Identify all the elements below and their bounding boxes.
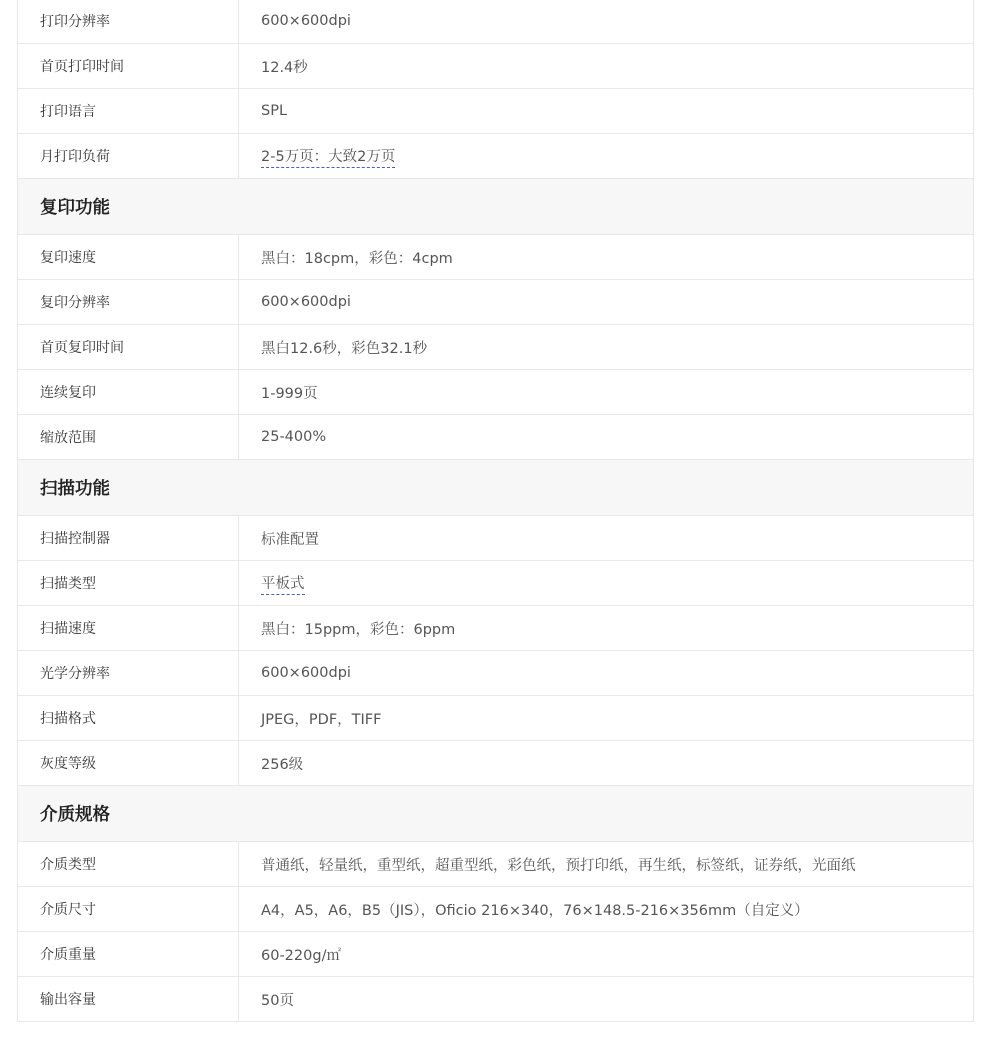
section-header-scan: 扫描功能 bbox=[18, 459, 973, 515]
spec-value: 60-220g/㎡ bbox=[261, 947, 341, 964]
spec-row-first-print-time bbox=[18, 43, 973, 88]
spec-value: A4，A5，A6，B5（JIS），Oficio 216×340，76×148.5-216×356mm（自定义） bbox=[261, 902, 809, 919]
spec-label: 打印分辨率 bbox=[18, 0, 239, 43]
spec-value: 黑白12.6秒，彩色32.1秒 bbox=[261, 340, 428, 357]
spec-label: 月打印负荷 bbox=[18, 134, 239, 178]
spec-label: 首页复印时间 bbox=[18, 325, 239, 369]
spec-label: 缩放范围 bbox=[18, 415, 239, 459]
spec-value: 256级 bbox=[261, 756, 304, 773]
spec-row-media-weight bbox=[18, 931, 973, 976]
spec-value: 黑白：18cpm，彩色：4cpm bbox=[261, 250, 453, 267]
spec-row-optical-resolution bbox=[18, 650, 973, 695]
spec-label: 扫描格式 bbox=[18, 696, 239, 740]
spec-row-print-resolution bbox=[18, 0, 973, 43]
spec-value: SPL bbox=[261, 103, 288, 119]
spec-label: 介质尺寸 bbox=[18, 887, 239, 931]
spec-row-print-language bbox=[18, 88, 973, 133]
spec-label: 复印分辨率 bbox=[18, 280, 239, 324]
spec-value: 12.4秒 bbox=[261, 59, 308, 76]
spec-row-scan-type bbox=[18, 560, 973, 605]
spec-value: 50页 bbox=[261, 992, 294, 1009]
spec-value-cell bbox=[239, 561, 973, 605]
spec-row-media-type bbox=[18, 841, 973, 886]
table-bottom-border bbox=[18, 1021, 973, 1022]
spec-row-output-capacity bbox=[18, 976, 973, 1021]
section-header-copy: 复印功能 bbox=[18, 178, 973, 234]
spec-row-media-size bbox=[18, 886, 973, 931]
spec-row-grayscale bbox=[18, 740, 973, 785]
spec-value: JPEG，PDF，TIFF bbox=[261, 711, 382, 728]
scan-type-link[interactable]: 平板式 bbox=[261, 572, 305, 595]
spec-row-first-copy-time bbox=[18, 324, 973, 369]
spec-row-monthly-duty bbox=[18, 133, 973, 178]
spec-row-zoom-range bbox=[18, 414, 973, 459]
spec-value: 普通纸，轻量纸，重型纸，超重型纸，彩色纸，预打印纸，再生纸，标签纸，证券纸，光面纸 bbox=[261, 857, 856, 874]
spec-value: 600×600dpi bbox=[261, 13, 351, 29]
spec-label: 复印速度 bbox=[18, 235, 239, 279]
spec-value: 1-999页 bbox=[261, 385, 318, 402]
spec-label: 连续复印 bbox=[18, 370, 239, 414]
section-header-media: 介质规格 bbox=[18, 785, 973, 841]
spec-label: 输出容量 bbox=[18, 977, 239, 1021]
spec-value-cell bbox=[239, 134, 973, 178]
spec-value: 25-400% bbox=[261, 429, 327, 445]
spec-label: 灰度等级 bbox=[18, 741, 239, 785]
spec-label: 介质重量 bbox=[18, 932, 239, 976]
monthly-duty-link[interactable]: 2-5万页：大致2万页 bbox=[261, 145, 395, 168]
spec-value: 黑白：15ppm，彩色：6ppm bbox=[261, 621, 456, 638]
spec-label: 介质类型 bbox=[18, 842, 239, 886]
spec-value: 标准配置 bbox=[261, 531, 319, 548]
spec-label: 打印语言 bbox=[18, 89, 239, 133]
spec-table bbox=[17, 0, 974, 1022]
spec-row-scan-controller bbox=[18, 515, 973, 560]
spec-row-copy-resolution bbox=[18, 279, 973, 324]
spec-label: 光学分辨率 bbox=[18, 651, 239, 695]
spec-label: 扫描类型 bbox=[18, 561, 239, 605]
spec-label: 首页打印时间 bbox=[18, 44, 239, 88]
spec-value: 600×600dpi bbox=[261, 294, 351, 310]
spec-row-scan-format bbox=[18, 695, 973, 740]
spec-row-copy-speed bbox=[18, 234, 973, 279]
spec-label: 扫描控制器 bbox=[18, 516, 239, 560]
spec-label: 扫描速度 bbox=[18, 606, 239, 650]
spec-value: 600×600dpi bbox=[261, 665, 351, 681]
spec-row-scan-speed bbox=[18, 605, 973, 650]
spec-row-continuous-copy bbox=[18, 369, 973, 414]
